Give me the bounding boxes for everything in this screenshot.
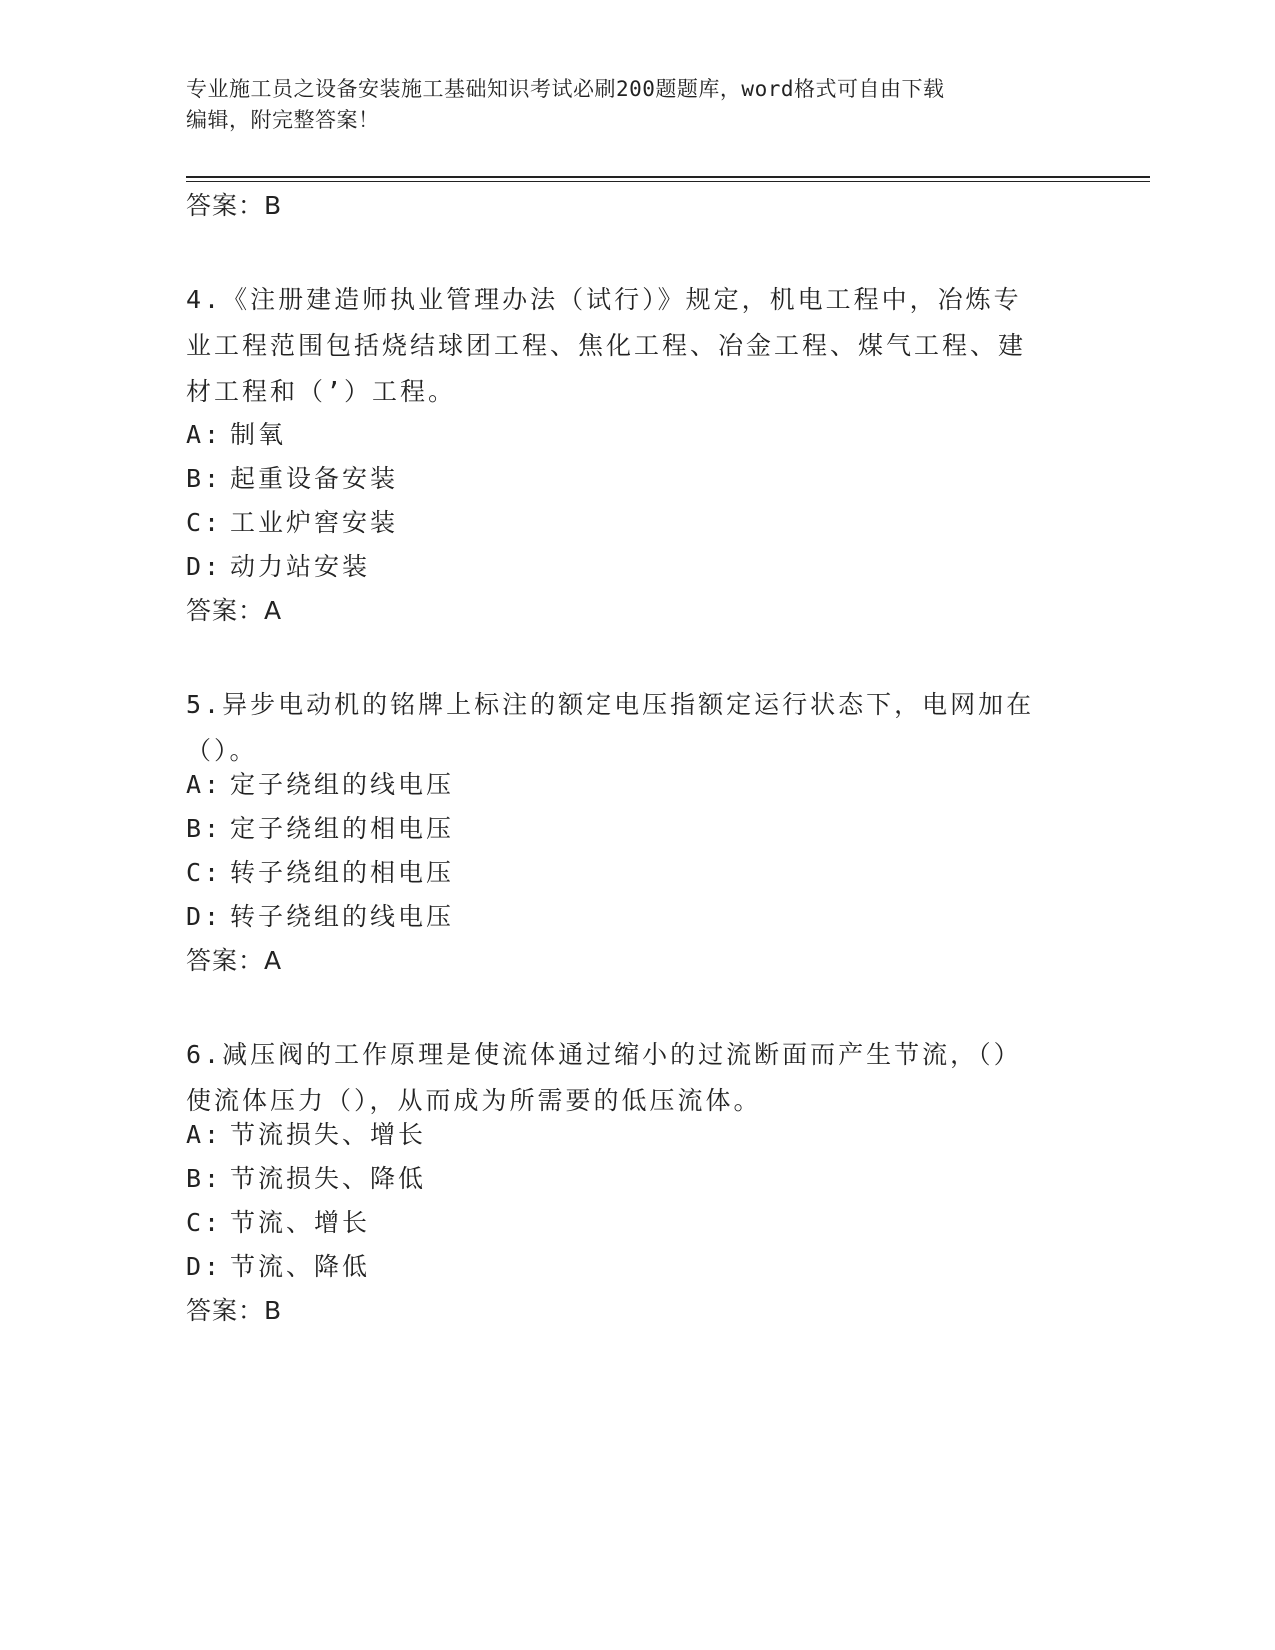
option-text: 节流损失、降低 xyxy=(230,1164,427,1193)
option-text: 节流损失、增长 xyxy=(230,1120,427,1149)
option-letter: D: xyxy=(186,552,223,581)
header-rule-thick xyxy=(186,176,1150,178)
option-text: 节流、降低 xyxy=(230,1252,371,1281)
option-letter: A: xyxy=(186,770,223,799)
question-4-option-b xyxy=(186,464,398,494)
question-5-line-2: （）。 xyxy=(186,736,258,765)
option-text: 工业炉窖安装 xyxy=(230,508,399,537)
question-4-option-c xyxy=(186,508,398,538)
question-5-option-b xyxy=(186,814,454,844)
option-letter: C: xyxy=(186,858,223,887)
option-text: 定子绕组的线电压 xyxy=(230,770,455,799)
option-letter: B: xyxy=(186,814,223,843)
question-5-answer: 答案：A xyxy=(186,946,283,975)
header-rule-thin xyxy=(186,181,1150,182)
option-letter: B: xyxy=(186,464,223,493)
header-line-2: 编辑，附完整答案！ xyxy=(186,108,380,132)
question-6-stem xyxy=(186,1032,1056,1124)
question-4-option-d xyxy=(186,552,370,582)
question-5-stem xyxy=(186,682,1056,774)
question-6-option-c xyxy=(186,1208,370,1238)
option-letter: A: xyxy=(186,420,223,449)
question-5-option-c xyxy=(186,858,454,888)
question-4-stem xyxy=(186,277,1056,415)
question-6-option-d xyxy=(186,1252,370,1282)
option-text: 定子绕组的相电压 xyxy=(230,814,455,843)
header-line-1: 专业施工员之设备安装施工基础知识考试必刷200题题库，word格式可自由下载 xyxy=(186,77,945,101)
option-letter: A: xyxy=(186,1120,223,1149)
question-4-line-3: 材工程和（’）工程。 xyxy=(186,377,457,406)
question-4-option-a xyxy=(186,420,286,450)
question-4-line-2: 业工程范围包括烧结球团工程、焦化工程、冶金工程、煤气工程、建 xyxy=(186,331,1027,360)
option-text: 节流、增长 xyxy=(230,1208,371,1237)
option-letter: C: xyxy=(186,508,223,537)
option-text: 转子绕组的相电压 xyxy=(230,858,455,887)
page-header xyxy=(186,74,1066,136)
option-text: 转子绕组的线电压 xyxy=(230,902,455,931)
answer-prev: 答案：B xyxy=(186,191,283,220)
option-letter: D: xyxy=(186,1252,223,1281)
question-6-line-2: 使流体压力（），从而成为所需要的低压流体。 xyxy=(186,1086,762,1115)
question-6-option-b xyxy=(186,1164,426,1194)
option-text: 起重设备安装 xyxy=(230,464,399,493)
option-text: 动力站安装 xyxy=(230,552,371,581)
question-4-answer: 答案：A xyxy=(186,596,283,625)
question-4-line-1: 4.《注册建造师执业管理办法（试行）》规定，机电工程中，冶炼专 xyxy=(186,285,1022,314)
option-letter: C: xyxy=(186,1208,223,1237)
question-6-line-1: 6.减压阀的工作原理是使流体通过缩小的过流断面而产生节流，（） xyxy=(186,1040,1022,1069)
question-6-answer: 答案：B xyxy=(186,1296,283,1325)
question-5-line-1: 5.异步电动机的铭牌上标注的额定电压指额定运行状态下，电网加在 xyxy=(186,690,1035,719)
option-letter: D: xyxy=(186,902,223,931)
question-5-option-a xyxy=(186,770,454,800)
question-6-option-a xyxy=(186,1120,426,1150)
option-letter: B: xyxy=(186,1164,223,1193)
option-text: 制氧 xyxy=(230,420,287,449)
question-5-option-d xyxy=(186,902,454,932)
